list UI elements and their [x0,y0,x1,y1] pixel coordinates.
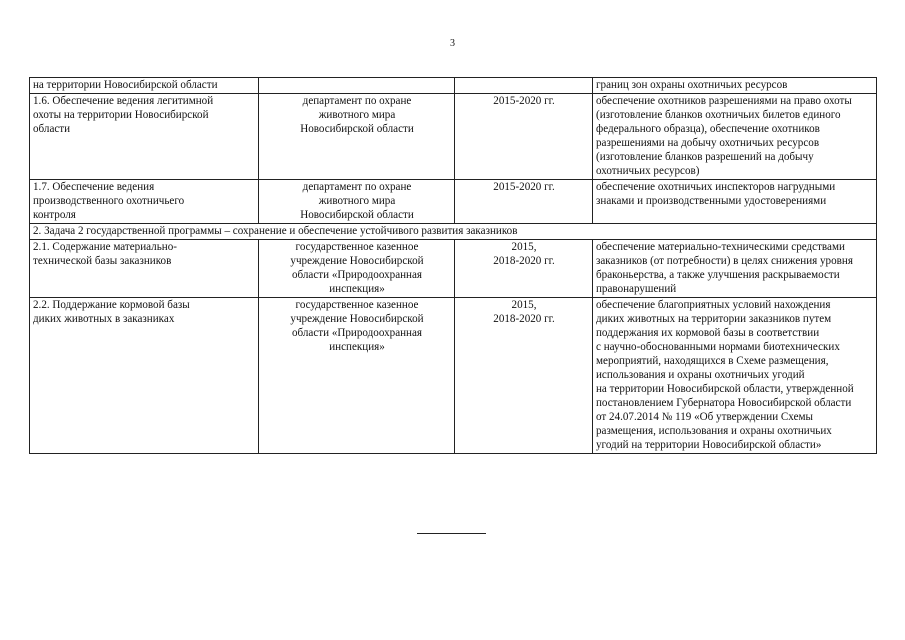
cell-text-line: 2018-2020 гг. [493,313,555,325]
cell-text-line: диких животных на территории заказников путем [596,313,832,325]
period-cell [455,78,593,94]
table-body [30,78,877,454]
cell-text-line: (изготовление бланков охотничьих билетов единого [596,109,841,121]
table-row [30,224,877,240]
cell-text-line: государственное казенное [295,299,419,311]
executor-cell [259,180,455,224]
executor-cell [259,240,455,298]
cell-text-line: 2.1. Содержание материально- [33,241,177,253]
executor-cell [259,298,455,454]
cell-text-line: области «Природоохранная [291,327,423,339]
period-cell [455,240,593,298]
expected-result-cell [593,180,877,224]
cell-text-line: инспекция» [329,341,385,353]
cell-text-line: производственного охотничьего [33,195,185,207]
cell-text-line: технической базы заказников [33,255,172,267]
table-row [30,298,877,454]
cell-text-line: знаками и производственными удостоверениями [596,195,827,207]
cell-text-line: 2018-2020 гг. [493,255,555,267]
cell-text-line: (изготовление бланков разрешений на добычу [596,151,814,163]
cell-text-line: обеспечение благоприятных условий нахождения [596,299,831,311]
cell-text-line: диких животных в заказниках [33,313,175,325]
cell-text-line: животного мира [318,109,396,121]
period-cell [455,180,593,224]
page-number: 3 [450,38,455,49]
cell-text-line: департамент по охране [302,95,412,107]
cell-text-line: охоты на территории Новосибирской [33,109,209,121]
cell-text-line: области [33,123,71,135]
table-row [30,94,877,180]
table-row [30,78,877,94]
cell-text-line: использования и охраны охотничьих угодий [596,369,805,381]
measure-name-cell [30,78,259,94]
expected-result-cell [593,298,877,454]
cell-text-line: Новосибирской области [300,209,414,221]
cell-text-line: 2015-2020 гг. [493,95,555,107]
cell-text-line: учреждение Новосибирской [290,313,424,325]
executor-cell [259,94,455,180]
cell-text-line: 1.7. Обеспечение ведения [33,181,155,193]
cell-text-line: обеспечение охотников разрешениями на право охоты [596,95,852,107]
cell-text-line: размещения, использования и охраны охотничьих [596,425,832,437]
footer-rule [417,533,486,534]
period-cell [455,298,593,454]
cell-text-line: угодий на территории Новосибирской области» [596,439,822,451]
cell-text-line: мероприятий, находящихся в Схеме размещения, [596,355,829,367]
table-row [30,180,877,224]
cell-text-line: заказников (от потребности) в целях снижения уровня [596,255,853,267]
cell-text-line: контроля [33,209,76,221]
measures-table [29,77,877,454]
section-heading-cell: 2. Задача 2 государственной программы – сохранение и обеспечение устойчивого развития заказников [30,224,877,240]
expected-result-cell [593,78,877,94]
measure-name-cell [30,94,259,180]
cell-text-line: разрешениями на добычу охотничьих ресурсов [596,137,820,149]
cell-text-line: 1.6. Обеспечение ведения легитимной [33,95,214,107]
cell-text-line: 2015, [511,241,537,253]
cell-text-line: животного мира [318,195,396,207]
measure-name-cell [30,240,259,298]
cell-text-line: департамент по охране [302,181,412,193]
cell-text-line: постановлением Губернатора Новосибирской области [596,397,852,409]
cell-text-line: от 24.07.2014 № 119 «Об утверждении Схемы [596,411,813,423]
cell-text-line: с научно-обоснованными нормами биотехнических [596,341,840,353]
cell-text-line: на территории Новосибирской области [33,79,218,91]
table-row [30,240,877,298]
cell-text-line: государственное казенное [295,241,419,253]
cell-text-line: поддержания их кормовой базы в соответствии [596,327,820,339]
cell-text-line: инспекция» [329,283,385,295]
cell-text-line: браконьерства, а также улучшения раскрываемости [596,269,840,281]
expected-result-cell [593,94,877,180]
measure-name-cell [30,180,259,224]
cell-text-line: учреждение Новосибирской [290,255,424,267]
measure-name-cell [30,298,259,454]
cell-text-line: области «Природоохранная [291,269,423,281]
cell-text-line: границ зон охраны охотничьих ресурсов [596,79,788,91]
cell-text-line: 2.2. Поддержание кормовой базы [33,299,190,311]
period-cell [455,94,593,180]
cell-text-line: федерального образца), обеспечение охотников [596,123,820,135]
cell-text-line: 2015-2020 гг. [493,181,555,193]
cell-text-line: на территории Новосибирской области, утвержденной [596,383,854,395]
cell-text-line: охотничьих ресурсов) [596,165,700,177]
cell-text-line: Новосибирской области [300,123,414,135]
cell-text-line: 2015, [511,299,537,311]
cell-text-line: обеспечение охотничьих инспекторов нагрудными [596,181,836,193]
executor-cell [259,78,455,94]
expected-result-cell [593,240,877,298]
cell-text-line: правонарушений [596,283,677,295]
cell-text-line: обеспечение материально-техническими средствами [596,241,845,253]
